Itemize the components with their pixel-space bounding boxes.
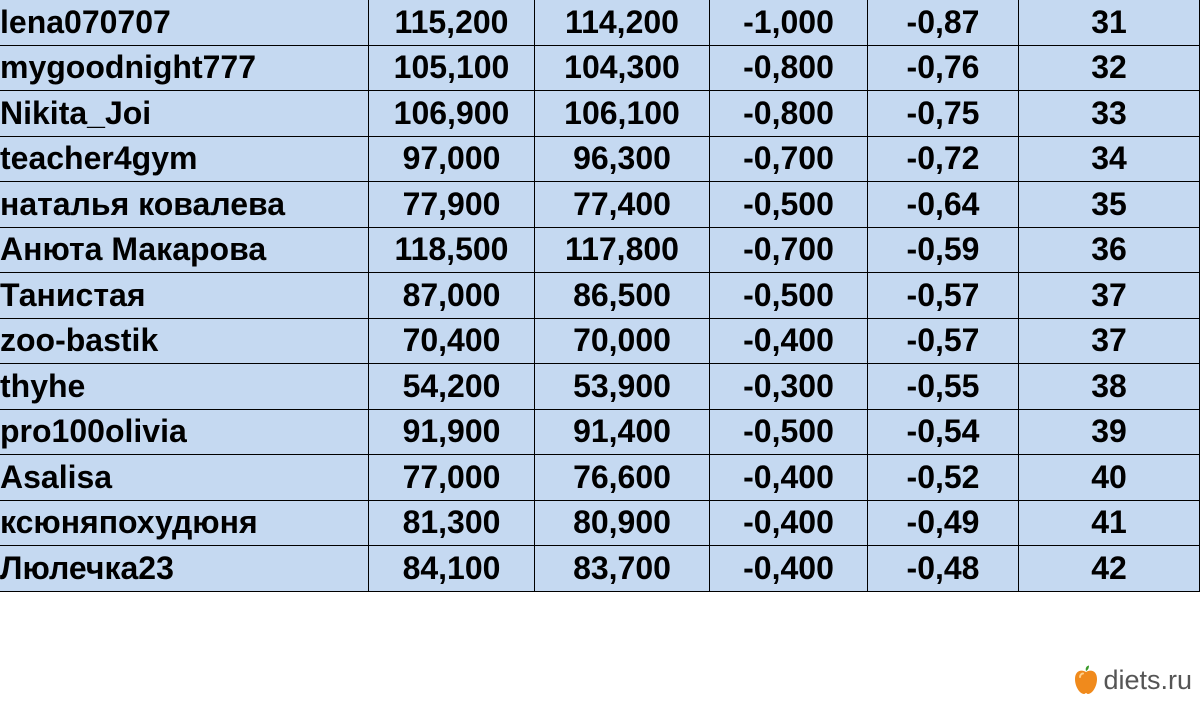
- participant-name: ксюняпохудюня: [0, 500, 369, 546]
- current-weight: 77,400: [535, 182, 710, 228]
- start-weight: 77,900: [369, 182, 535, 228]
- place-number: 34: [1019, 136, 1200, 182]
- participant-name: Анюта Макарова: [0, 227, 369, 273]
- weight-difference: -0,700: [710, 136, 868, 182]
- participant-name: Люлечка23: [0, 546, 369, 592]
- current-weight: 104,300: [535, 45, 710, 91]
- percent-change: -0,49: [868, 500, 1019, 546]
- percent-change: -0,52: [868, 455, 1019, 501]
- start-weight: 84,100: [369, 546, 535, 592]
- percent-change: -0,48: [868, 546, 1019, 592]
- percent-change: -0,55: [868, 364, 1019, 410]
- percent-change: -0,57: [868, 273, 1019, 319]
- weight-difference: -0,500: [710, 409, 868, 455]
- current-weight: 106,100: [535, 91, 710, 137]
- start-weight: 81,300: [369, 500, 535, 546]
- table-row: [0, 0, 1200, 45]
- start-weight: 77,000: [369, 455, 535, 501]
- weight-difference: -0,400: [710, 455, 868, 501]
- weight-difference: -1,000: [710, 0, 868, 45]
- start-weight: 54,200: [369, 364, 535, 410]
- start-weight: 91,900: [369, 409, 535, 455]
- table-row: [0, 318, 1200, 364]
- start-weight: 115,200: [369, 0, 535, 45]
- current-weight: 96,300: [535, 136, 710, 182]
- place-number: 38: [1019, 364, 1200, 410]
- place-number: 40: [1019, 455, 1200, 501]
- participant-name: наталья ковалева: [0, 182, 369, 228]
- current-weight: 91,400: [535, 409, 710, 455]
- place-number: 36: [1019, 227, 1200, 273]
- participant-name: Nikita_Joi: [0, 91, 369, 137]
- current-weight: 114,200: [535, 0, 710, 45]
- table-row: [0, 364, 1200, 410]
- percent-change: -0,76: [868, 45, 1019, 91]
- percent-change: -0,57: [868, 318, 1019, 364]
- participant-name: Танистая: [0, 273, 369, 319]
- watermark-text: diets.ru: [1103, 664, 1192, 695]
- table-row: [0, 455, 1200, 501]
- weight-difference: -0,800: [710, 45, 868, 91]
- place-number: 42: [1019, 546, 1200, 592]
- place-number: 31: [1019, 0, 1200, 45]
- table-row: [0, 136, 1200, 182]
- place-number: 37: [1019, 318, 1200, 364]
- percent-change: -0,64: [868, 182, 1019, 228]
- percent-change: -0,72: [868, 136, 1019, 182]
- start-weight: 105,100: [369, 45, 535, 91]
- participant-name: mygoodnight777: [0, 45, 369, 91]
- participant-name: teacher4gym: [0, 136, 369, 182]
- table-row: [0, 500, 1200, 546]
- start-weight: 70,400: [369, 318, 535, 364]
- current-weight: 76,600: [535, 455, 710, 501]
- table-row: [0, 409, 1200, 455]
- participant-name: lena070707: [0, 0, 369, 45]
- apple-icon: [1073, 665, 1099, 695]
- percent-change: -0,54: [868, 409, 1019, 455]
- weight-difference: -0,400: [710, 500, 868, 546]
- place-number: 33: [1019, 91, 1200, 137]
- start-weight: 97,000: [369, 136, 535, 182]
- current-weight: 83,700: [535, 546, 710, 592]
- place-number: 41: [1019, 500, 1200, 546]
- percent-change: -0,87: [868, 0, 1019, 45]
- current-weight: 117,800: [535, 227, 710, 273]
- current-weight: 86,500: [535, 273, 710, 319]
- percent-change: -0,75: [868, 91, 1019, 137]
- weight-difference: -0,300: [710, 364, 868, 410]
- watermark: [1073, 663, 1192, 697]
- start-weight: 118,500: [369, 227, 535, 273]
- weight-difference: -0,800: [710, 91, 868, 137]
- place-number: 37: [1019, 273, 1200, 319]
- weight-difference: -0,700: [710, 227, 868, 273]
- table-row: [0, 273, 1200, 319]
- weight-difference: -0,400: [710, 546, 868, 592]
- weight-difference: -0,500: [710, 273, 868, 319]
- table-row: [0, 546, 1200, 592]
- place-number: 35: [1019, 182, 1200, 228]
- participant-name: Asalisa: [0, 455, 369, 501]
- participant-name: thyhe: [0, 364, 369, 410]
- participant-name: pro100olivia: [0, 409, 369, 455]
- weight-difference: -0,500: [710, 182, 868, 228]
- table-row: [0, 182, 1200, 228]
- participant-name: zoo-bastik: [0, 318, 369, 364]
- current-weight: 53,900: [535, 364, 710, 410]
- place-number: 32: [1019, 45, 1200, 91]
- percent-change: -0,59: [868, 227, 1019, 273]
- current-weight: 80,900: [535, 500, 710, 546]
- start-weight: 106,900: [369, 91, 535, 137]
- table-row: [0, 91, 1200, 137]
- table-row: [0, 45, 1200, 91]
- table-row: [0, 227, 1200, 273]
- current-weight: 70,000: [535, 318, 710, 364]
- place-number: 39: [1019, 409, 1200, 455]
- weight-difference: -0,400: [710, 318, 868, 364]
- start-weight: 87,000: [369, 273, 535, 319]
